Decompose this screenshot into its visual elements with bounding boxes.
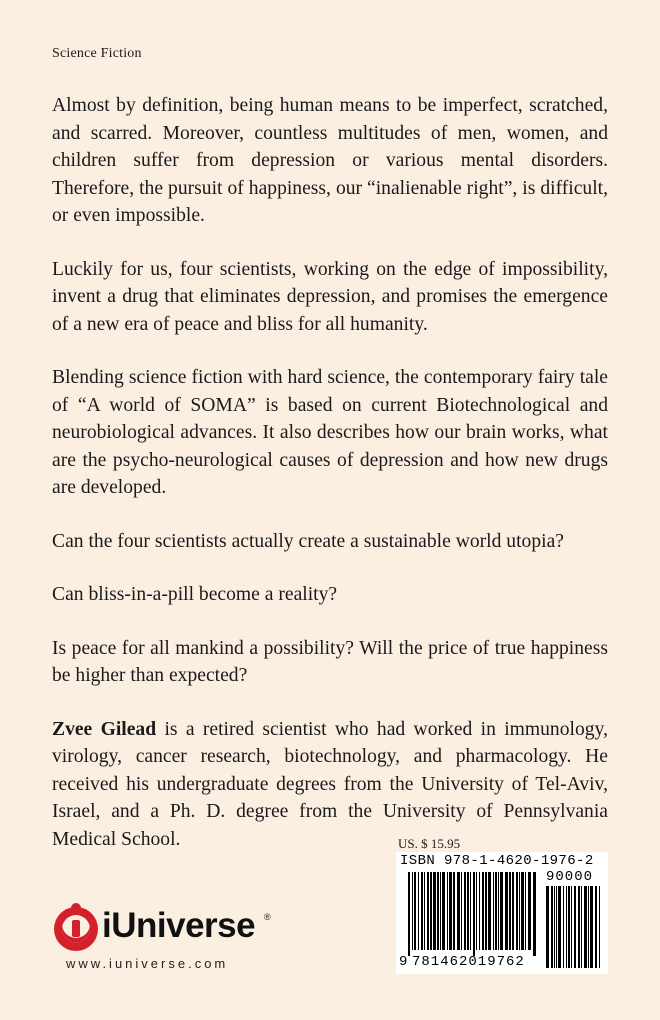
publisher-name: iUniverse <box>102 906 256 945</box>
blurb-paragraph-3: Blending science fiction with hard science, the contemporary fairy tale of “A world of SOMA” is based on current Biotechnological and neurobiological advances. It also describes how our brain works, what are the psycho-neurological causes of depression and how new drugs are developed. <box>52 367 608 498</box>
price-addon-code: 90000 <box>546 869 594 885</box>
blurb-question-2: Can bliss-in-a-pill become a reality? <box>52 584 338 605</box>
blurb-paragraph-2: Luckily for us, four scientists, working on the edge of impossibility, invent a drug that eliminates depression, and promises the emergence of a new era of peace and bliss for all humanity. <box>52 258 608 335</box>
iuniverse-swirl-icon <box>52 900 102 954</box>
barcode-digits: 781462019762 <box>412 954 525 970</box>
blurb-paragraph-1: Almost by definition, being human means to be imperfect, scratched, and scarred. Moreover, countless multitudes of men, women, and children suffer from depression or various mental disorders. Therefore, the pursuit of happiness, our “inalienable right”, is difficult, or even impossible. <box>52 95 608 226</box>
barcode <box>396 852 608 974</box>
isbn-number: ISBN 978-1-4620-1976-2 <box>400 853 594 869</box>
genre-label: Science Fiction <box>52 46 142 61</box>
author-bio-text: is a retired scientist who had worked in immunology, virology, cancer research, biotechnology, and pharmacology. He received his undergraduate degrees from the University of Tel-Aviv, Israel, and a Ph. D. degree from the University of Pennsylvania Medical School. <box>52 718 608 850</box>
barcode-first-digit: 9 <box>399 954 408 970</box>
publisher-logo <box>52 900 292 980</box>
price-label: US. $ 15.95 <box>398 836 461 851</box>
publisher-url: www.iuniverse.com <box>66 956 229 971</box>
author-name: Zvee Gilead <box>52 718 157 740</box>
blurb-question-3: Is peace for all mankind a possibility? Will the price of true happiness be higher than expected? <box>52 637 608 686</box>
registered-mark: ® <box>264 912 271 922</box>
blurb-question-1: Can the four scientists actually create a sustainable world utopia? <box>52 530 564 552</box>
author-bio <box>52 716 608 854</box>
back-cover-text <box>52 92 608 879</box>
